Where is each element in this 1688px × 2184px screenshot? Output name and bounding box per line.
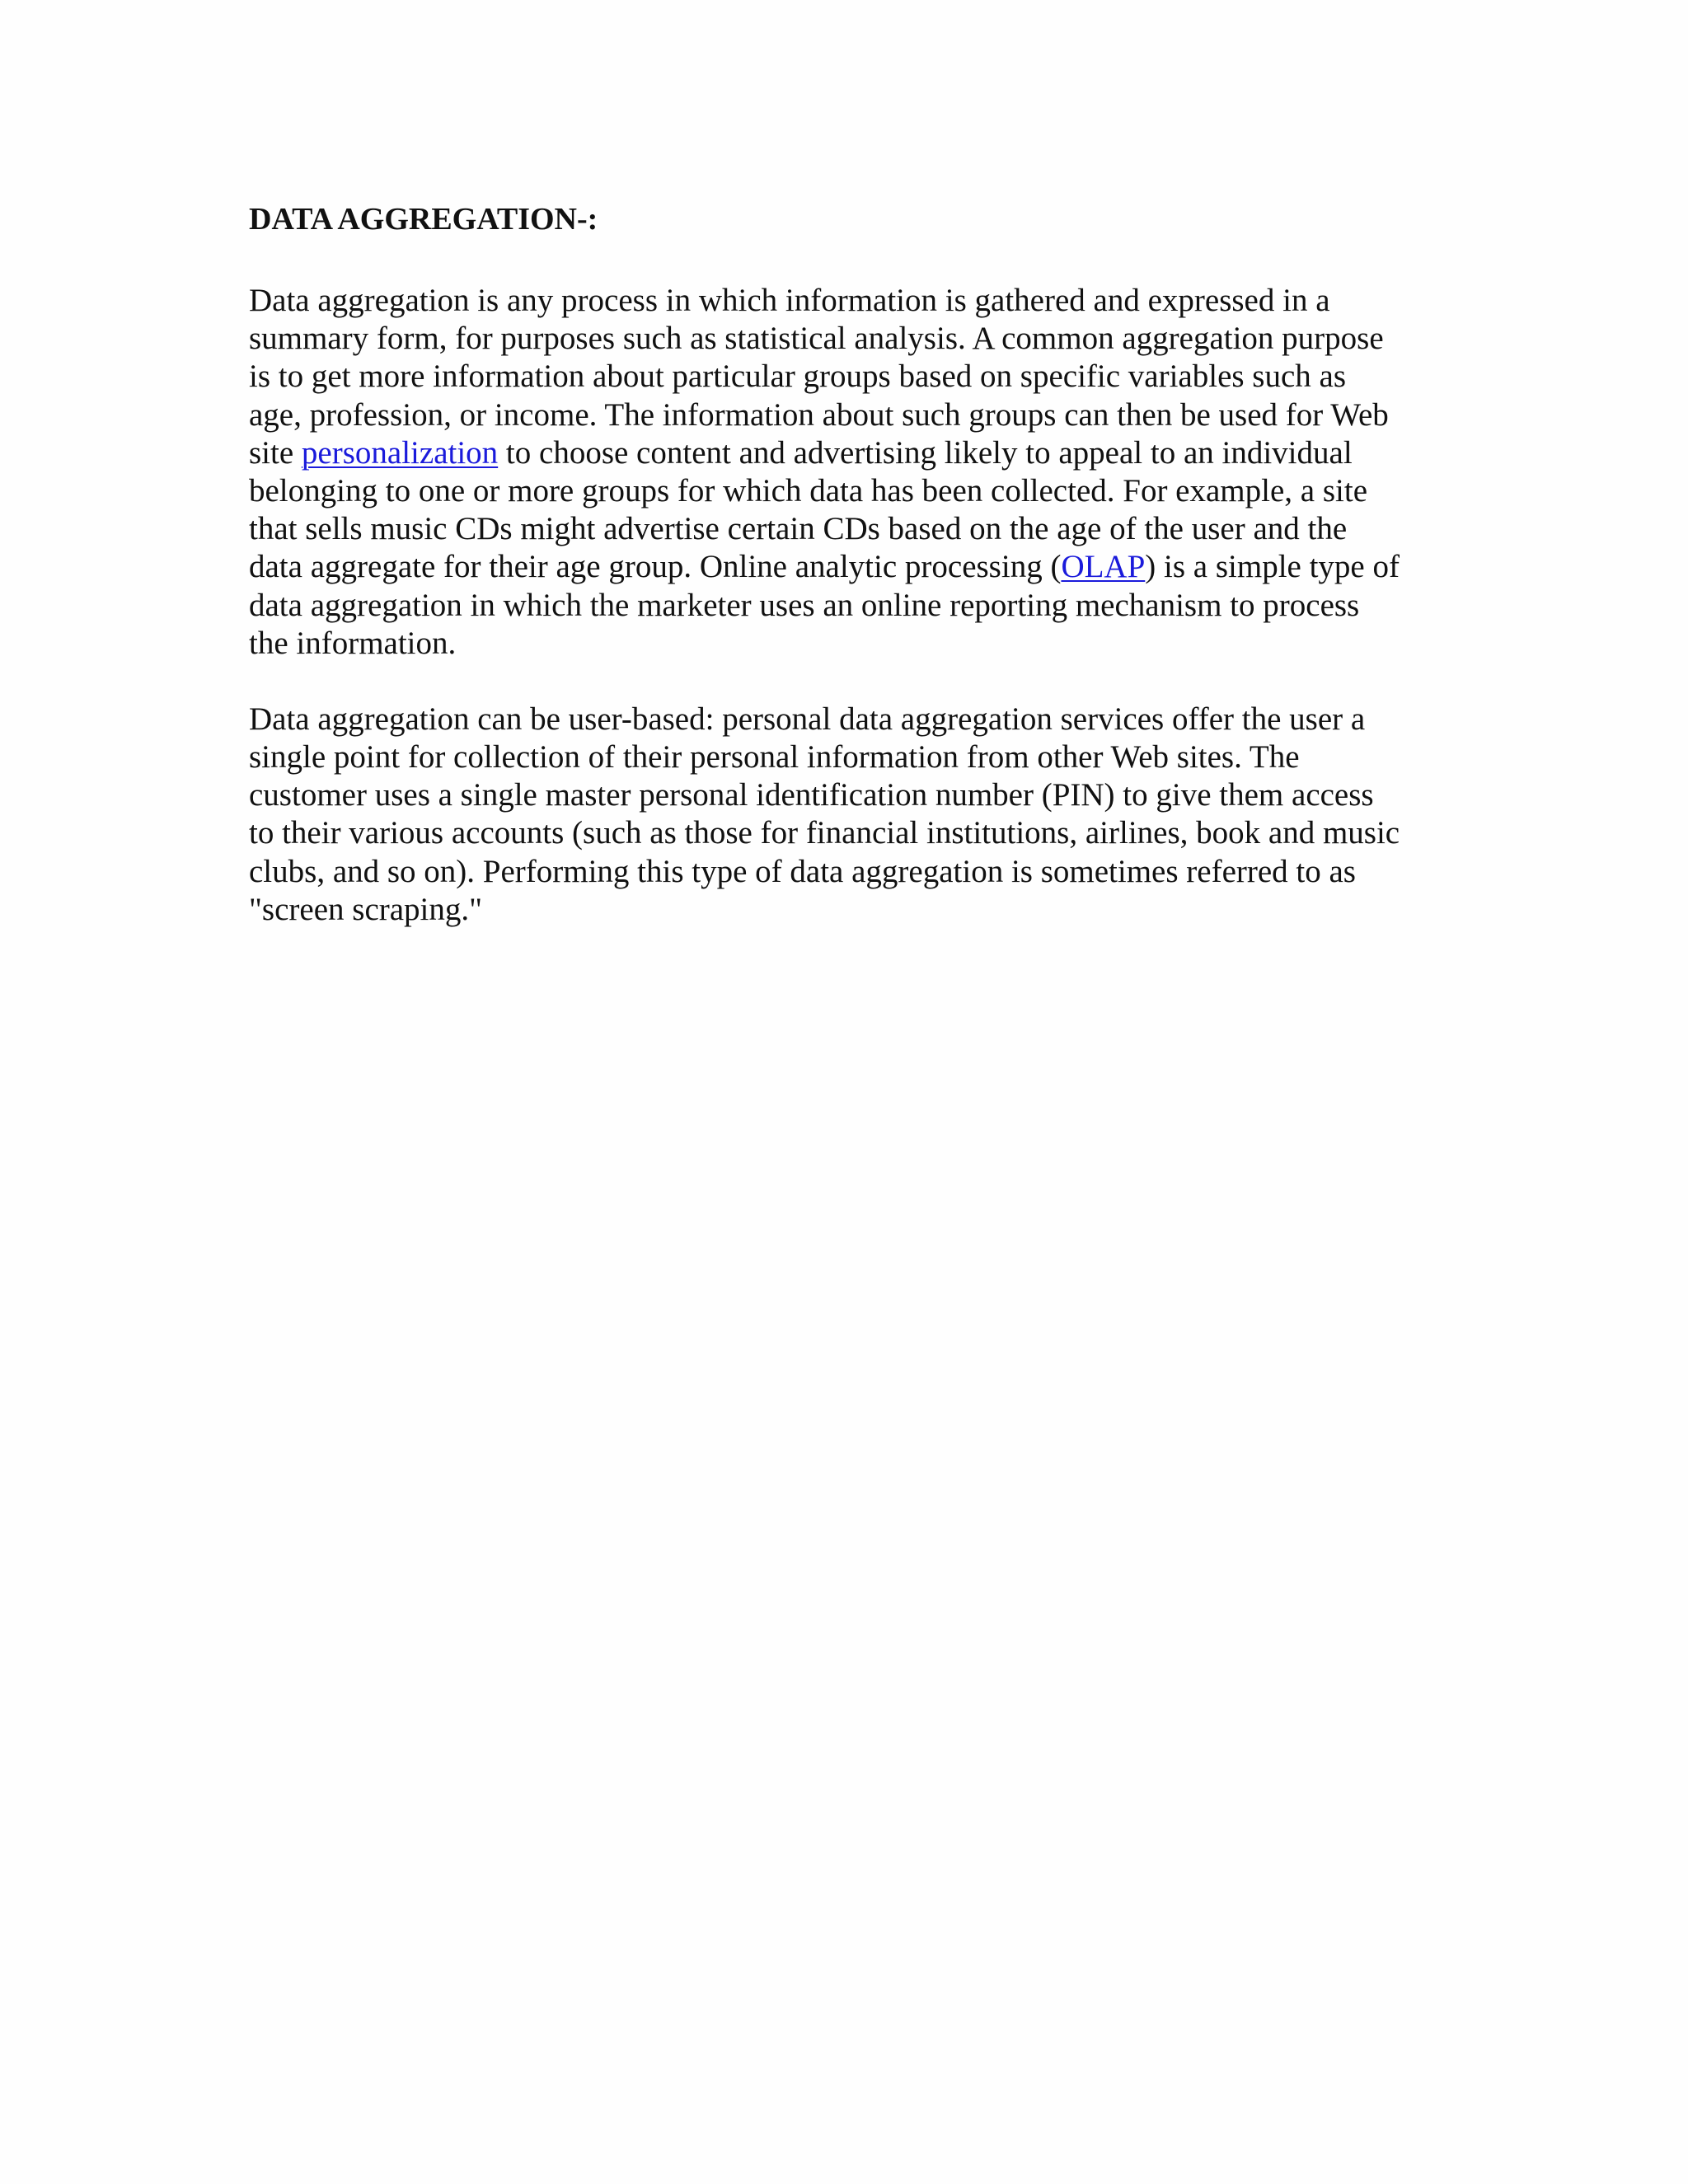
paragraph-line: Data aggregation can be user-based: personal data aggregation services offer the user a xyxy=(249,701,1366,737)
paragraph-line: Data aggregation is any process in which information is gathered and expressed in a xyxy=(249,283,1330,318)
paragraph-line: that sells music CDs might advertise certain CDs based on the age of the user and the xyxy=(249,511,1348,547)
paragraph-line: data aggregation in which the marketer uses an online reporting mechanism to process xyxy=(249,587,1360,623)
paragraph-line: the information. xyxy=(249,625,457,661)
paragraph-line: belonging to one or more groups for which data has been collected. For example, a site xyxy=(249,472,1368,509)
paragraph-line: summary form, for purposes such as statistical analysis. A common aggregation purpose xyxy=(249,321,1384,357)
paragraph-line-with-link xyxy=(249,434,1452,472)
paragraph-line: "screen scraping." xyxy=(249,891,483,927)
paragraph-line-with-link xyxy=(249,548,1452,586)
personalization-link[interactable]: personalization xyxy=(301,434,499,471)
paragraph-user-based-aggregation xyxy=(249,701,1452,929)
text-fragment: to choose content and advertising likely to appeal to an individual xyxy=(498,434,1353,471)
page-title: DATA AGGREGATION-: xyxy=(249,202,598,237)
paragraph-line: is to get more information about particular groups based on specific variables such as xyxy=(249,359,1347,395)
paragraph-data-aggregation-definition xyxy=(249,282,1452,663)
paragraph-line: age, profession, or income. The information about such groups can then be used for Web xyxy=(249,396,1389,433)
text-fragment: site xyxy=(249,434,302,471)
paragraph-line: clubs, and so on). Performing this type of data aggregation is sometimes referred to as xyxy=(249,853,1356,889)
text-fragment: data aggregate for their age group. Online analytic processing ( xyxy=(249,549,1062,585)
document-content xyxy=(249,194,1452,967)
paragraph-line: customer uses a single master personal identification number (PIN) to give them access xyxy=(249,777,1374,813)
text-fragment: ) is a simple type of xyxy=(1145,549,1400,585)
olap-link[interactable]: OLAP xyxy=(1061,549,1146,585)
paragraph-line: single point for collection of their personal information from other Web sites. The xyxy=(249,739,1300,776)
paragraph-line: to their various accounts (such as those for financial institutions, airlines, book and music xyxy=(249,815,1400,851)
